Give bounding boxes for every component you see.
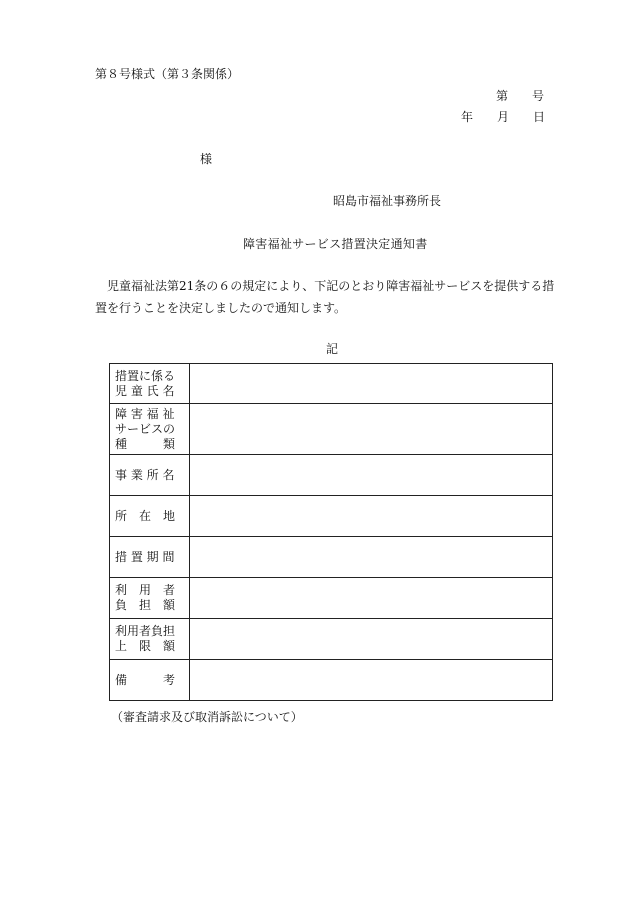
row-label-line: 措置に係る [115,368,176,383]
addressee-honorific: 様 [200,152,213,166]
row-label-line: 備 考 [115,672,176,687]
date-year: 年 [461,110,474,124]
row-label [110,578,190,619]
ki-heading: 記 [326,342,339,356]
row-value[interactable] [190,660,553,701]
row-label-line: 措 置 期 間 [115,549,175,564]
table-row [110,496,553,537]
table-row [110,455,553,496]
date-month: 月 [497,110,510,124]
document-title: 障害福祉サービス措置決定通知書 [243,237,428,251]
row-label-line: 障 害 福 祉 [115,406,175,421]
table-row [110,660,553,701]
document-number-suffix: 号 [532,89,545,103]
row-label-line: 負 担 額 [115,598,176,612]
row-value[interactable] [190,578,553,619]
row-label-line: 種 類 [115,436,176,451]
row-label [110,404,190,455]
form-number: 第８号様式（第３条関係） [95,67,240,81]
table-row [110,619,553,660]
date-day: 日 [533,110,546,124]
row-label [110,537,190,578]
row-label [110,455,190,496]
row-label-line: サービスの [115,421,176,436]
details-table [109,363,553,701]
row-label-line: 児 童 氏 名 [115,383,175,398]
table-row [110,404,553,455]
row-label-line: 事 業 所 名 [115,467,175,482]
row-label [110,496,190,537]
row-label [110,660,190,701]
row-value[interactable] [190,619,553,660]
row-label-line: 利 用 者 [115,583,176,597]
document-number-prefix: 第 [496,89,509,103]
row-label-line: 上 限 額 [115,639,176,653]
sender-name: 昭島市福祉事務所長 [333,194,442,208]
row-label [110,364,190,404]
footer-note: （審査請求及び取消訴訟について） [111,710,303,724]
document-number [496,89,544,103]
row-label-line: 所 在 地 [115,508,176,523]
row-label-line: 利用者負担 [115,624,176,638]
row-value[interactable] [190,537,553,578]
body-paragraph: 児童福祉法第21条の６の規定により、下記のとおり障害福祉サービスを提供する措置を行うことを決定しましたので通知します。 [95,279,555,315]
row-value[interactable] [190,496,553,537]
table-row [110,364,553,404]
table-row [110,537,553,578]
row-value[interactable] [190,404,553,455]
row-value[interactable] [190,455,553,496]
table-row [110,578,553,619]
row-label [110,619,190,660]
row-value[interactable] [190,364,553,404]
